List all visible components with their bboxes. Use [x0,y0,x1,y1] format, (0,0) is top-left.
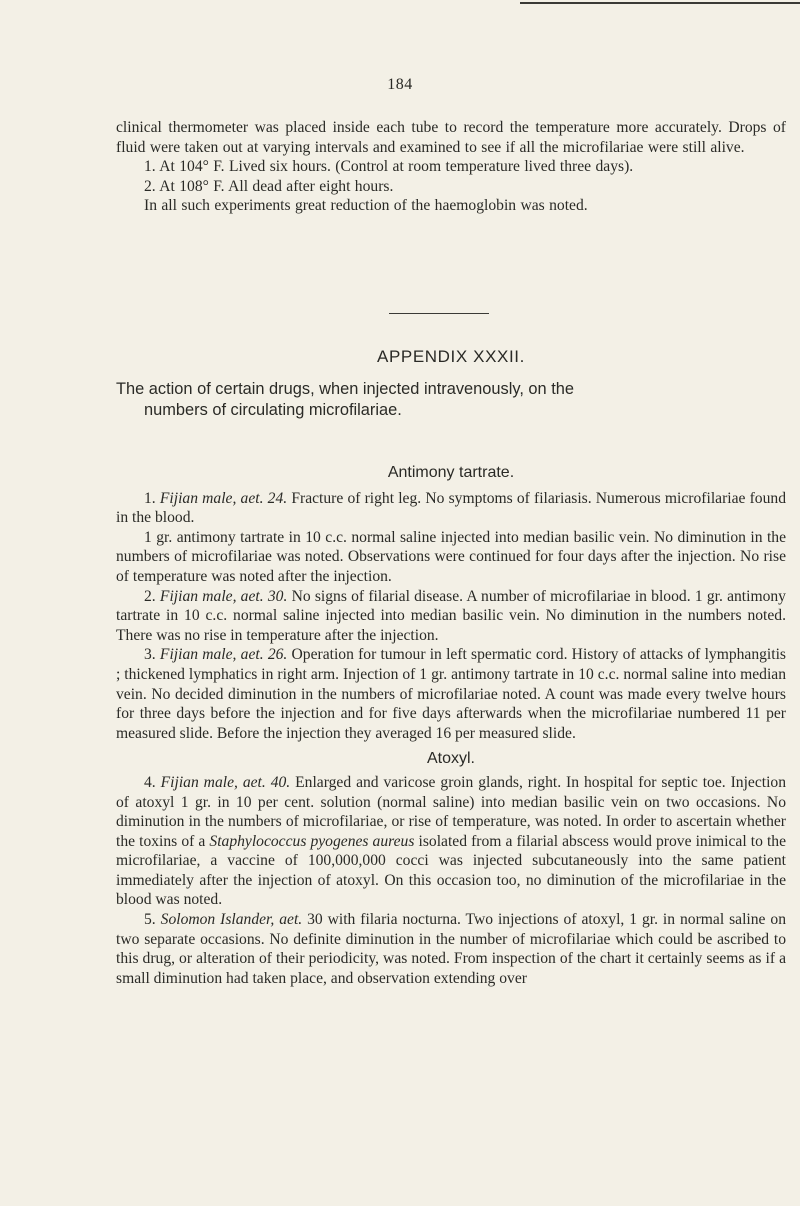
section-heading-antimony: Antimony tartrate. [387,464,515,481]
case-1-number: 1. [144,489,156,507]
case-4-text-b: isolated from a filarial abscess would prove inimical to the microfilariae, a vaccine of 100,000,000 cocci was injected subcutaneously into the same patient immediately after the injection of atoxyl. On this occasion too, no diminution of the microfilariae in the blood was noted. [116,832,787,909]
section-heading-atoxyl: Atoxyl. [426,750,475,768]
appendix-subtitle [116,379,786,421]
appendix-header [116,347,786,421]
intro-paragraph: clinical thermometer was placed inside each tube to record the temperature more accurately. Drops of fluid were taken out at varying intervals and examined to see if all the microfilariae were still alive. [116,119,786,156]
case-5 [116,910,786,988]
intro-conclusion: In all such experiments great reduction of the haemoglobin was noted. [144,197,588,215]
page-number: 184 [387,76,413,93]
case-4 [116,773,786,910]
case-2-number: 2. [144,587,156,605]
case-4-text-a: Enlarged and varicose groin glands, right. In hospital for septic toe. Injection of atoxyl 1 gr. in 10 per cent. solution (normal saline) into median basilic vein on two occasions. No diminution in the numbers of microfilariae, or rise of temperature, was noted. In order to ascertain whether the toxins of a [116,773,786,850]
appendix-title: APPENDIX XXXII. [377,347,525,366]
case-3 [116,645,786,743]
case-3-subject: Fijian male, aet. 26. [159,646,288,664]
case-4-number: 4. [144,773,156,791]
case-4-organism: Staphylococcus pyogenes aureus [209,832,415,850]
case-2-subject: Fijian male, aet. 30. [159,587,288,605]
section-divider [389,313,489,314]
case-3-number: 3. [144,646,156,664]
appendix-subtitle-line-2: numbers of circulating microfilariae. [144,401,402,419]
appendix-body [116,463,786,988]
intro-block [116,118,786,216]
intro-item-1: 1. At 104° F. Lived six hours. (Control at room temperature lived three days). [144,158,634,176]
appendix-subtitle-line-1: The action of certain drugs, when injected intravenously, on the [116,380,574,398]
case-5-text: 30 with filaria nocturna. Two injections of atoxyl, 1 gr. in normal saline on two separate occasions. No definite diminution in the number of microfilariae which could be ascribed to this drug, or alteration of their periodicity, was noted. From inspection of the chart it certainly seems as if a small diminution had taken place, and observation extending over [116,911,786,987]
case-1-treatment: 1 gr. antimony tartrate in 10 c.c. normal saline injected into median basilic vein. No diminution in the numbers of microfilariae was noted. Observations were continued for four days after the injection. No rise of temperature was noted after the injection. [116,528,786,585]
case-2 [116,587,786,646]
case-1-subject: Fijian male, aet. 24. [159,489,288,507]
case-2-text: No signs of filarial disease. A number of microfilariae in blood. 1 gr. antimony tartrate in 10 c.c. normal saline injected into median basilic vein. No diminution in the numbers noted. There was no rise in temperature after the injection. [116,587,786,644]
intro-item-2: 2. At 108° F. All dead after eight hours. [144,177,394,195]
case-3-text: Operation for tumour in left spermatic cord. History of attacks of lymphangitis ; thickened lymphatics in right arm. Injection of 1 gr. antimony tartrate in 10 c.c. normal saline into median vein. No decided diminution in the numbers of microfilariae noted. A count was made every twelve hours for three days before the injection and for five days afterwards when the microfilariae numbered 11 per measured slide. Before the injection they averaged 16 per measured slide. [116,646,786,742]
page-edge-line [520,2,800,4]
case-5-number: 5. [144,911,156,929]
case-4-subject: Fijian male, aet. 40. [160,773,291,791]
case-1 [116,489,786,528]
case-5-subject: Solomon Islander, aet. [160,911,303,929]
case-1-text: Fracture of right leg. No symptoms of filariasis. Numerous microfilariae found in the blood. [116,489,786,527]
